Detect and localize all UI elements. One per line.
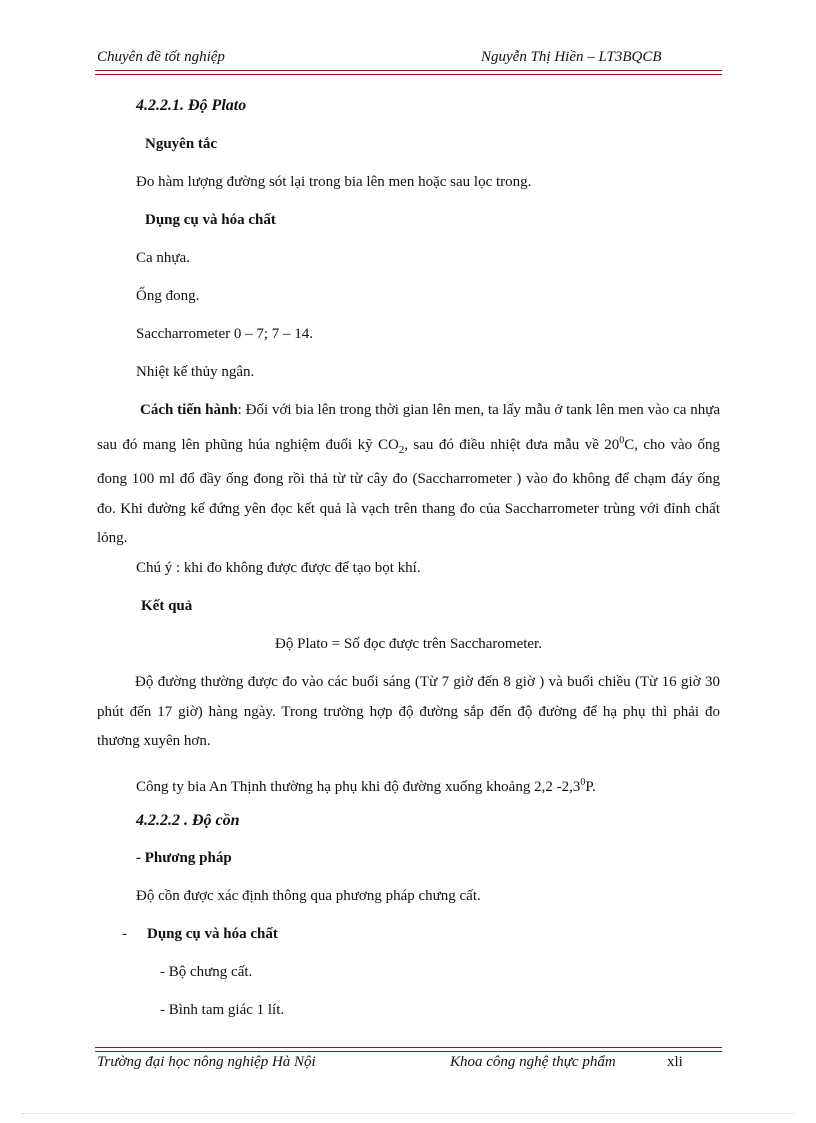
footer-left: Trường đại học nông nghiệp Hà Nội <box>97 1054 316 1070</box>
principle-text: Đo hàm lượng đường sót lại trong bia lên men hoặc sau lọc trong. <box>136 174 532 190</box>
degree-superscript: 0 <box>580 777 586 788</box>
degree-superscript: 0 <box>619 434 625 446</box>
company-text-end: P. <box>585 779 596 795</box>
result-title: Kết quả <box>141 598 193 614</box>
footer-center: Khoa công nghệ thực phẩm <box>450 1054 616 1070</box>
header-rule <box>95 70 722 75</box>
note-text: Chú ý : khi đo không được được để tạo bọt khí. <box>136 560 421 576</box>
procedure-title: Cách tiến hành <box>140 402 238 418</box>
page-bottom-border <box>22 1113 794 1114</box>
alcohol-tools-title: Dụng cụ và hóa chất <box>147 926 278 942</box>
method-text: Độ cồn được xác định thông qua phương pháp chưng cất. <box>136 888 481 904</box>
procedure-paragraph <box>97 396 720 554</box>
tools-title: Dụng cụ và hóa chất <box>145 212 276 228</box>
principle-title: Nguyên tắc <box>145 136 218 152</box>
header-right: Nguyễn Thị Hiền – LT3BQCB <box>481 49 662 65</box>
list-dash: - <box>122 926 127 942</box>
procedure-text-3: C, cho vào ống đong 100 ml đổ đầy ống đong rồi thả từ từ cây đo (Saccharrometer ) vào đo không để chạm đáy ống đo. Khi đường kế đứng yên đọc kết quả là vạch trên thang đo của Saccharrometer trùng với đỉnh chất lỏng. <box>97 436 720 546</box>
header-left: Chuyên đề tốt nghiệp <box>97 49 225 65</box>
tool-item: Ống đong. <box>136 288 200 304</box>
tool-item: Nhiệt kế thủy ngân. <box>136 364 255 380</box>
tool-item: Ca nhựa. <box>136 250 190 266</box>
footer-rule <box>95 1047 722 1052</box>
procedure-text-2: , sau đó điều nhiệt đưa mẫu về 20 <box>404 436 620 453</box>
tool-item: Saccharrometer 0 – 7; 7 – 14. <box>136 326 314 342</box>
heading-plato: 4.2.2.1. Độ Plato <box>136 97 247 114</box>
procedure-text-1: : Đối với bia lên trong thời gian lên men, ta lấy mẫu ở tank lên men vào ca nhựa sau đó mang lên phũng húa nghiệm đuổi kỹ CO <box>97 402 720 453</box>
company-text-main: Công ty bia An Thịnh thường hạ phụ khi độ đường xuống khoảng 2,2 -2,3 <box>136 779 581 795</box>
timing-paragraph: Độ đường thường được đo vào các buổi sáng (Từ 7 giờ đến 8 giờ ) và buổi chiều (Từ 16 giờ 30 phút đến 17 giờ) hàng ngày. Trong trường hợp độ đường sắp đến độ đường để hạ phụ thì phải đo thương xuyên hơn. <box>97 674 720 749</box>
page-number: xli <box>667 1054 683 1070</box>
method-title: - Phương pháp <box>136 850 232 866</box>
heading-alcohol: 4.2.2.2 . Độ cồn <box>136 812 240 829</box>
co2-subscript: 2 <box>398 443 405 456</box>
result-formula: Độ Plato = Số đọc được trên Saccharometer. <box>275 636 542 652</box>
alcohol-tool-item: - Bình tam giác 1 lít. <box>160 1002 285 1018</box>
alcohol-tool-item: - Bộ chưng cất. <box>160 964 253 980</box>
company-text <box>136 768 596 802</box>
